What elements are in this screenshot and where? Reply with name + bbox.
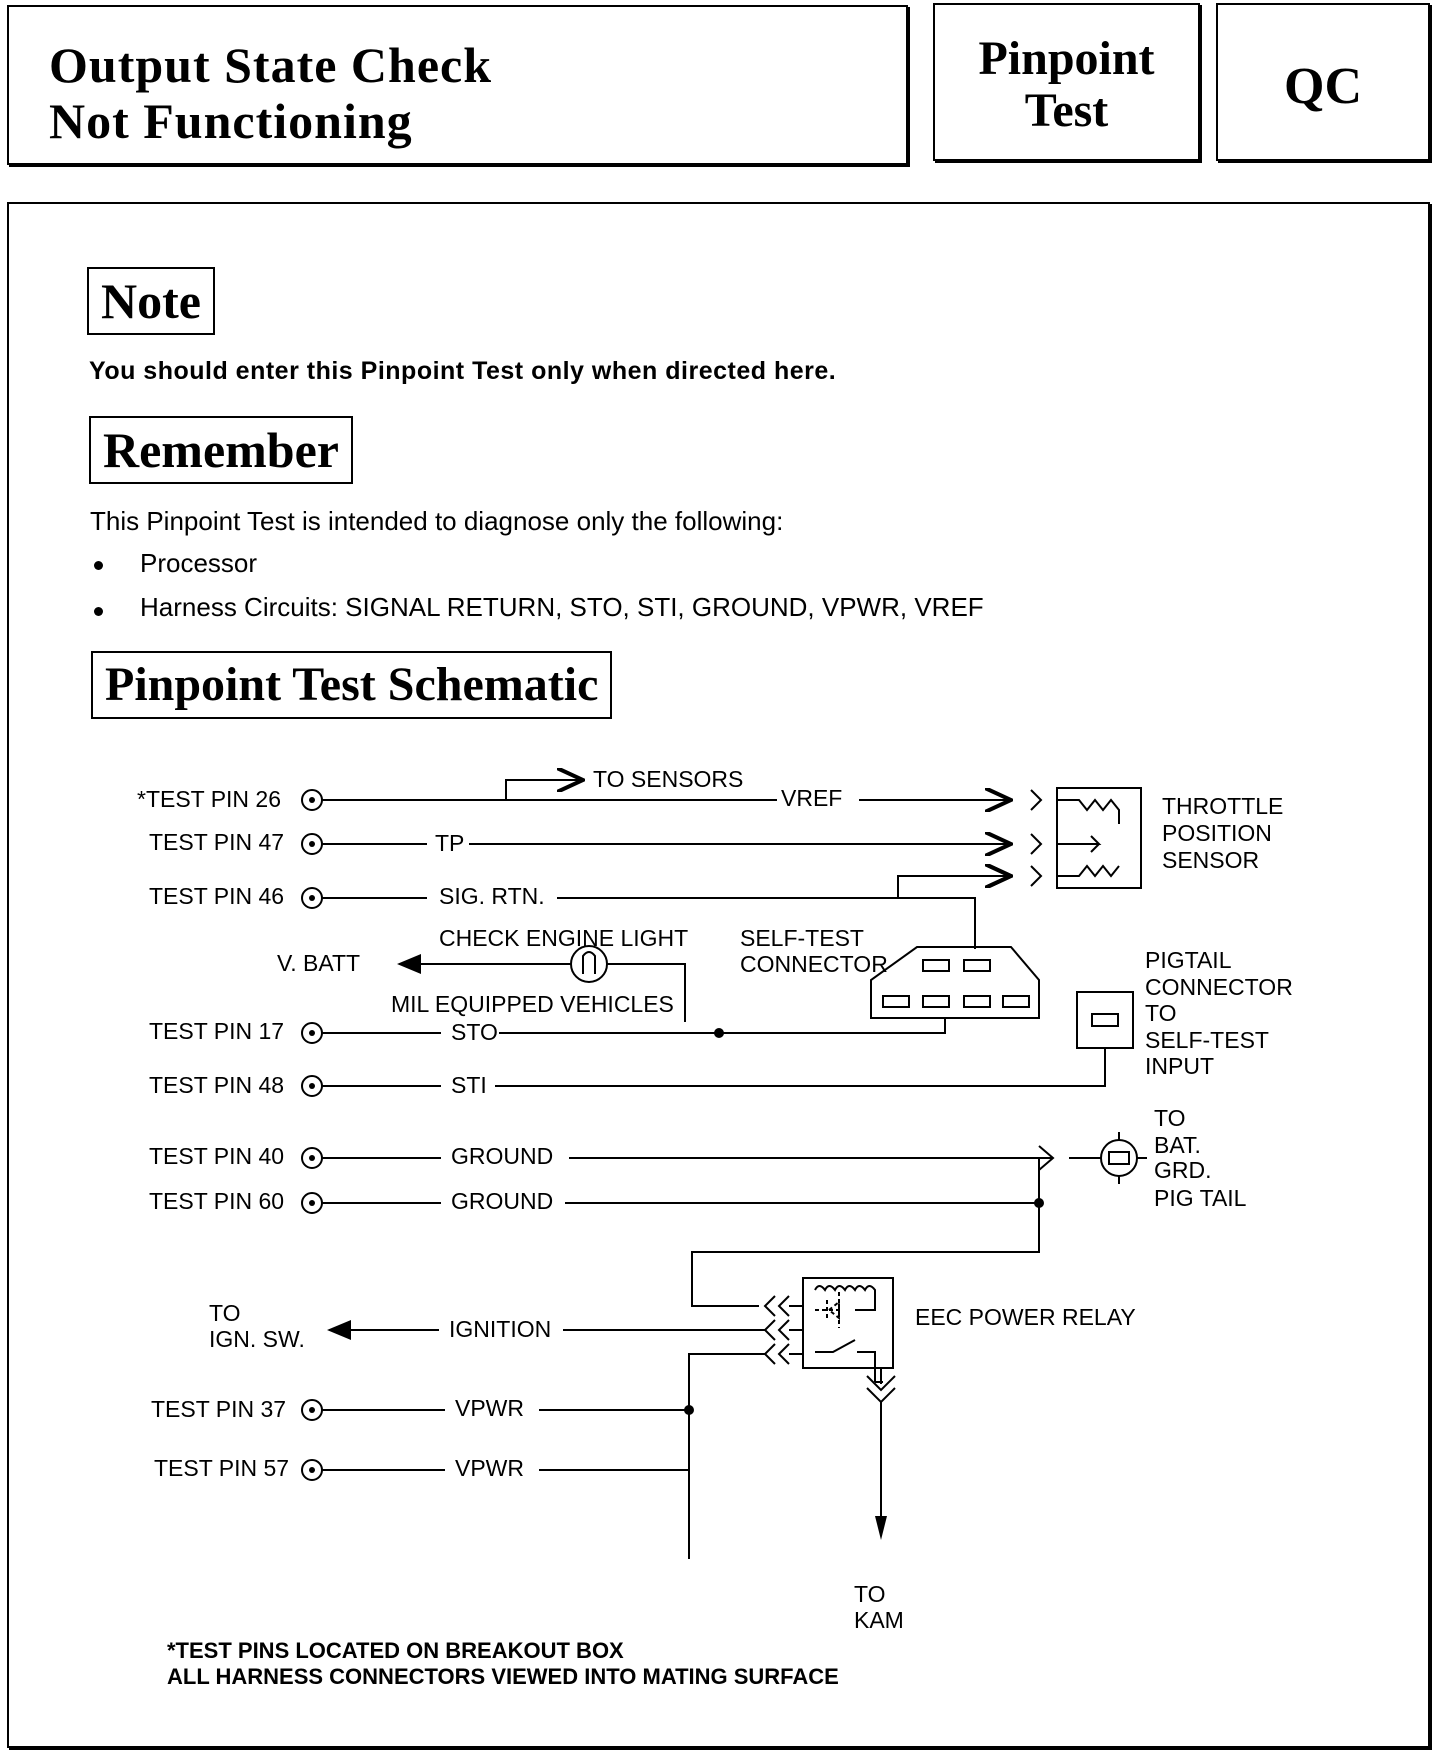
pigtail-label: SELF-TEST	[1145, 1027, 1269, 1053]
kam-wire	[867, 1368, 895, 1534]
pin-label: TEST PIN 57	[154, 1455, 290, 1481]
circuit-label: GROUND	[451, 1188, 554, 1214]
pin-label: TEST PIN 46	[149, 883, 285, 909]
ign-label: IGN. SW.	[209, 1326, 305, 1352]
schematic-heading: Pinpoint Test Schematic	[91, 651, 612, 719]
footnote: *TEST PINS LOCATED ON BREAKOUT BOX	[167, 1638, 624, 1663]
self-test-label: SELF-TEST	[740, 925, 864, 951]
note-heading: Note	[87, 267, 215, 335]
pin-label: TEST PIN 47	[149, 829, 285, 855]
title-line-1: Output State Check	[49, 37, 493, 93]
test-code: QC	[1284, 58, 1362, 115]
pigtail-label: TO	[1145, 1000, 1177, 1026]
connector-chevron-icon	[765, 1296, 789, 1364]
kam-label: KAM	[854, 1607, 904, 1633]
ground-pigtail-icon	[1101, 1140, 1137, 1176]
remember-intro: This Pinpoint Test is intended to diagnose only the following:	[90, 506, 784, 536]
circuit-label: VPWR	[455, 1395, 524, 1421]
tps-label: SENSOR	[1162, 847, 1260, 873]
pin-label: *TEST PIN 26	[137, 786, 282, 812]
sti-wire	[322, 1048, 1105, 1086]
title-box	[7, 5, 908, 165]
ground-wire	[322, 1146, 1053, 1170]
remember-item: Harness Circuits: SIGNAL RETURN, STO, STI, GROUND, VPWR, VREF	[140, 592, 984, 622]
main-panel	[7, 202, 1430, 1748]
relay-label: EEC POWER RELAY	[915, 1304, 1136, 1330]
pin-label: TEST PIN 48	[149, 1072, 285, 1098]
circuit-label: SIG. RTN.	[439, 883, 545, 909]
pin-label: TEST PIN 37	[151, 1396, 287, 1422]
note-text: You should enter this Pinpoint Test only when directed here.	[89, 357, 837, 385]
circuit-label: TP	[435, 830, 465, 856]
pinpoint-test-schematic	[9, 204, 1429, 1744]
remember-heading: Remember	[89, 416, 353, 484]
circuit-label: STO	[451, 1019, 498, 1045]
tps-label: POSITION	[1162, 820, 1272, 846]
circuit-label: GROUND	[451, 1143, 554, 1169]
eec-power-relay	[803, 1278, 893, 1368]
vpwr-wire	[539, 1354, 765, 1559]
circuit-label: VREF	[781, 785, 843, 811]
ignition-label: IGNITION	[449, 1316, 552, 1342]
tps-label: THROTTLE	[1162, 793, 1284, 819]
test-type-line-2: Test	[1024, 84, 1109, 137]
pigtail-label: PIGTAIL	[1145, 947, 1232, 973]
mil-label: MIL EQUIPPED VEHICLES	[391, 991, 674, 1017]
remember-item: Processor	[140, 548, 258, 578]
to-sensors-label: TO SENSORS	[593, 766, 744, 792]
pigtail-connector	[1077, 992, 1133, 1048]
throttle-position-sensor	[1057, 788, 1141, 888]
kam-label: TO	[854, 1581, 886, 1607]
bat-grd-label: TO	[1154, 1105, 1186, 1131]
circuit-label: STI	[451, 1072, 487, 1098]
pin-label: TEST PIN 17	[149, 1018, 285, 1044]
footnote: ALL HARNESS CONNECTORS VIEWED INTO MATING SURFACE	[167, 1664, 839, 1689]
check-engine-light-label: CHECK ENGINE LIGHT	[439, 925, 689, 951]
pin-label: TEST PIN 40	[149, 1143, 285, 1169]
test-type-line-1: Pinpoint	[978, 32, 1155, 85]
bat-grd-label: BAT.	[1154, 1132, 1201, 1158]
v-batt-label: V. BATT	[277, 950, 361, 976]
sto-wire	[322, 1018, 945, 1033]
ground-wire	[322, 1158, 1039, 1306]
connector-chevron-icon	[1031, 790, 1041, 886]
ign-label: TO	[209, 1300, 241, 1326]
test-type-box	[933, 3, 1200, 161]
bat-grd-label: GRD.	[1154, 1157, 1212, 1183]
pin-label: TEST PIN 60	[149, 1188, 285, 1214]
bat-grd-label: PIG TAIL	[1154, 1185, 1247, 1211]
title-line-2: Not Functioning	[49, 93, 413, 149]
circuit-label: VPWR	[455, 1455, 524, 1481]
pigtail-label: INPUT	[1145, 1053, 1214, 1079]
self-test-label: CONNECTOR	[740, 951, 888, 977]
page-title	[49, 37, 492, 149]
sensor-resistor-icon	[1057, 800, 1119, 876]
pigtail-label: CONNECTOR	[1145, 974, 1293, 1000]
test-code-box	[1216, 3, 1430, 161]
